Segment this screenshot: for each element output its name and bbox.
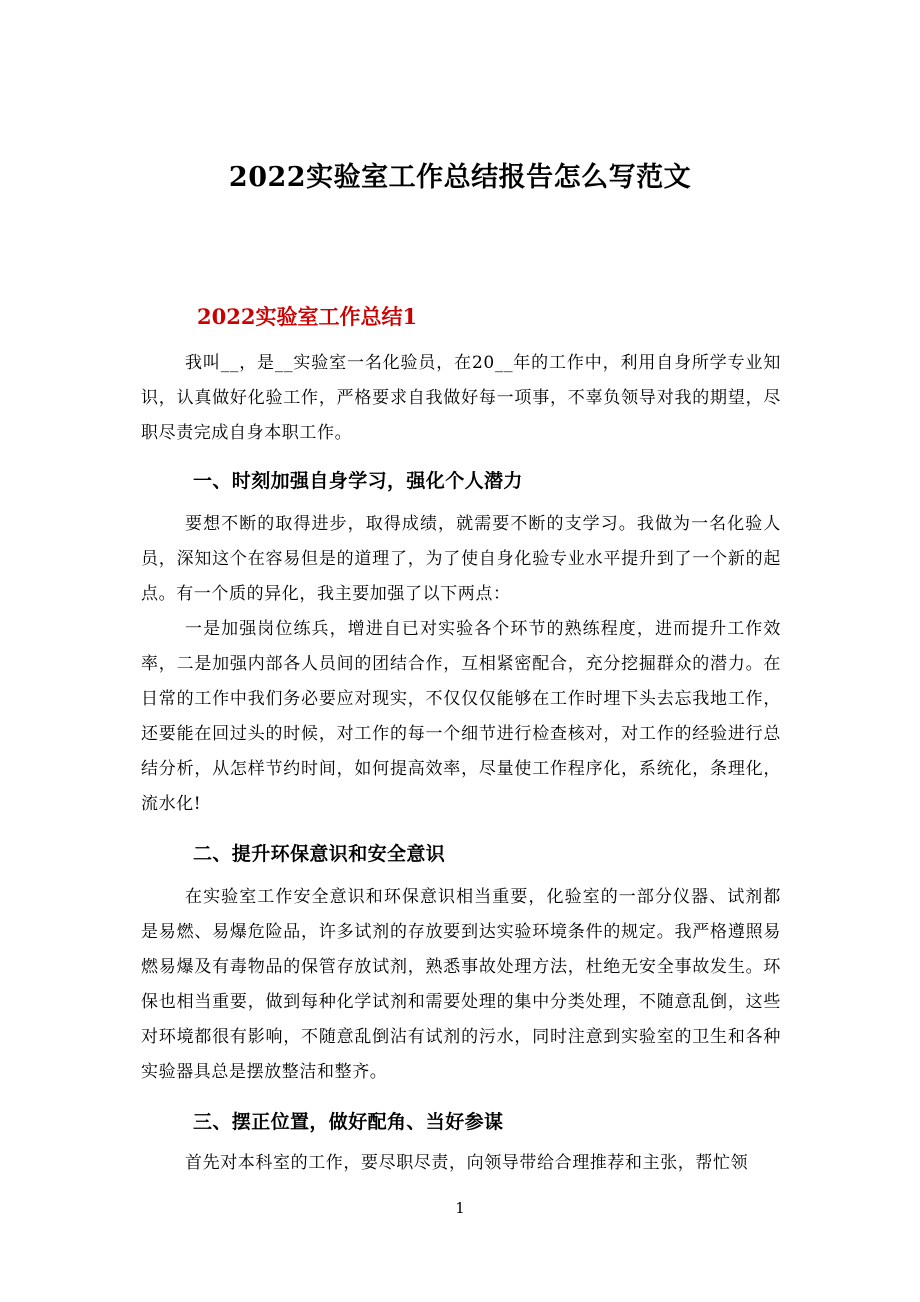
subheading-study: 一、时刻加强自身学习，强化个人潜力 [193, 470, 523, 492]
subheading-safety: 二、提升环保意识和安全意识 [193, 843, 446, 865]
section-heading: 2022实验室工作总结1 [197, 304, 418, 329]
subheading-position: 三、摆正位置，做好配角、当好参谋 [193, 1111, 504, 1133]
paragraph: 一是加强岗位练兵，增进自已对实验各个环节的熟练程度，进而提升工作效率，二是加强内部各人员间的团结合作，互相紧密配合，充分挖掘群众的潜力。在日常的工作中我们务必要应对现实，不仅仅仅能够在工作时埋下头去忘我地工作，还要能在回过头的时候，对工作的每一个细节进行检查核对，对工作的经验进行总结分析，从怎样节约时间，如何提高效率，尽量使工作程序化，系统化，条理化，流水化! [141, 619, 781, 814]
body-block-6 [141, 1104, 781, 1141]
paragraph: 首先对本科室的工作，要尽职尽责，向领导带给合理推荐和主张，帮忙领 [185, 1153, 749, 1173]
body-block-5 [141, 880, 781, 1090]
paragraph: 在实验室工作安全意识和环保意识相当重要，化验室的一部分仪器、试剂都是易燃、易爆危险品，许多试剂的存放要到达实验环境条件的规定。我严格遵照易燃易爆及有毒物品的保管存放试剂，熟悉事故处理方法，杜绝无安全事故发生。环保也相当重要，做到每种化学试剂和需要处理的集中分类处理，不随意乱倒，这些对环境都很有影响，不随意乱倒沾有试剂的污水，同时注意到实验室的卫生和各种实验器具总是摆放整洁和整齐。 [141, 887, 781, 1082]
page-number: 1 [455, 1199, 465, 1217]
paragraph: 我叫__，是__实验室一名化验员，在20__年的工作中，利用自身所学专业知识，认真做好化验工作，严格要求自我做好每一项事，不辜负领导对我的期望，尽职尽责完成自身本职工作。 [141, 353, 781, 443]
body-block-4 [141, 836, 781, 873]
document-title: 2022实验室工作总结报告怎么写范文 [228, 162, 692, 193]
body-block-3 [141, 507, 781, 822]
paragraph: 要想不断的取得进步，取得成绩，就需要不断的支学习。我做为一名化验人员，深知这个在容易但是的道理了，为了使自身化验专业水平提升到了一个新的起点。有一个质的异化，我主要加强了以下两点： [141, 514, 781, 604]
body-block-2 [141, 463, 781, 500]
body-block-7 [141, 1146, 781, 1181]
body-block-1 [141, 346, 781, 451]
